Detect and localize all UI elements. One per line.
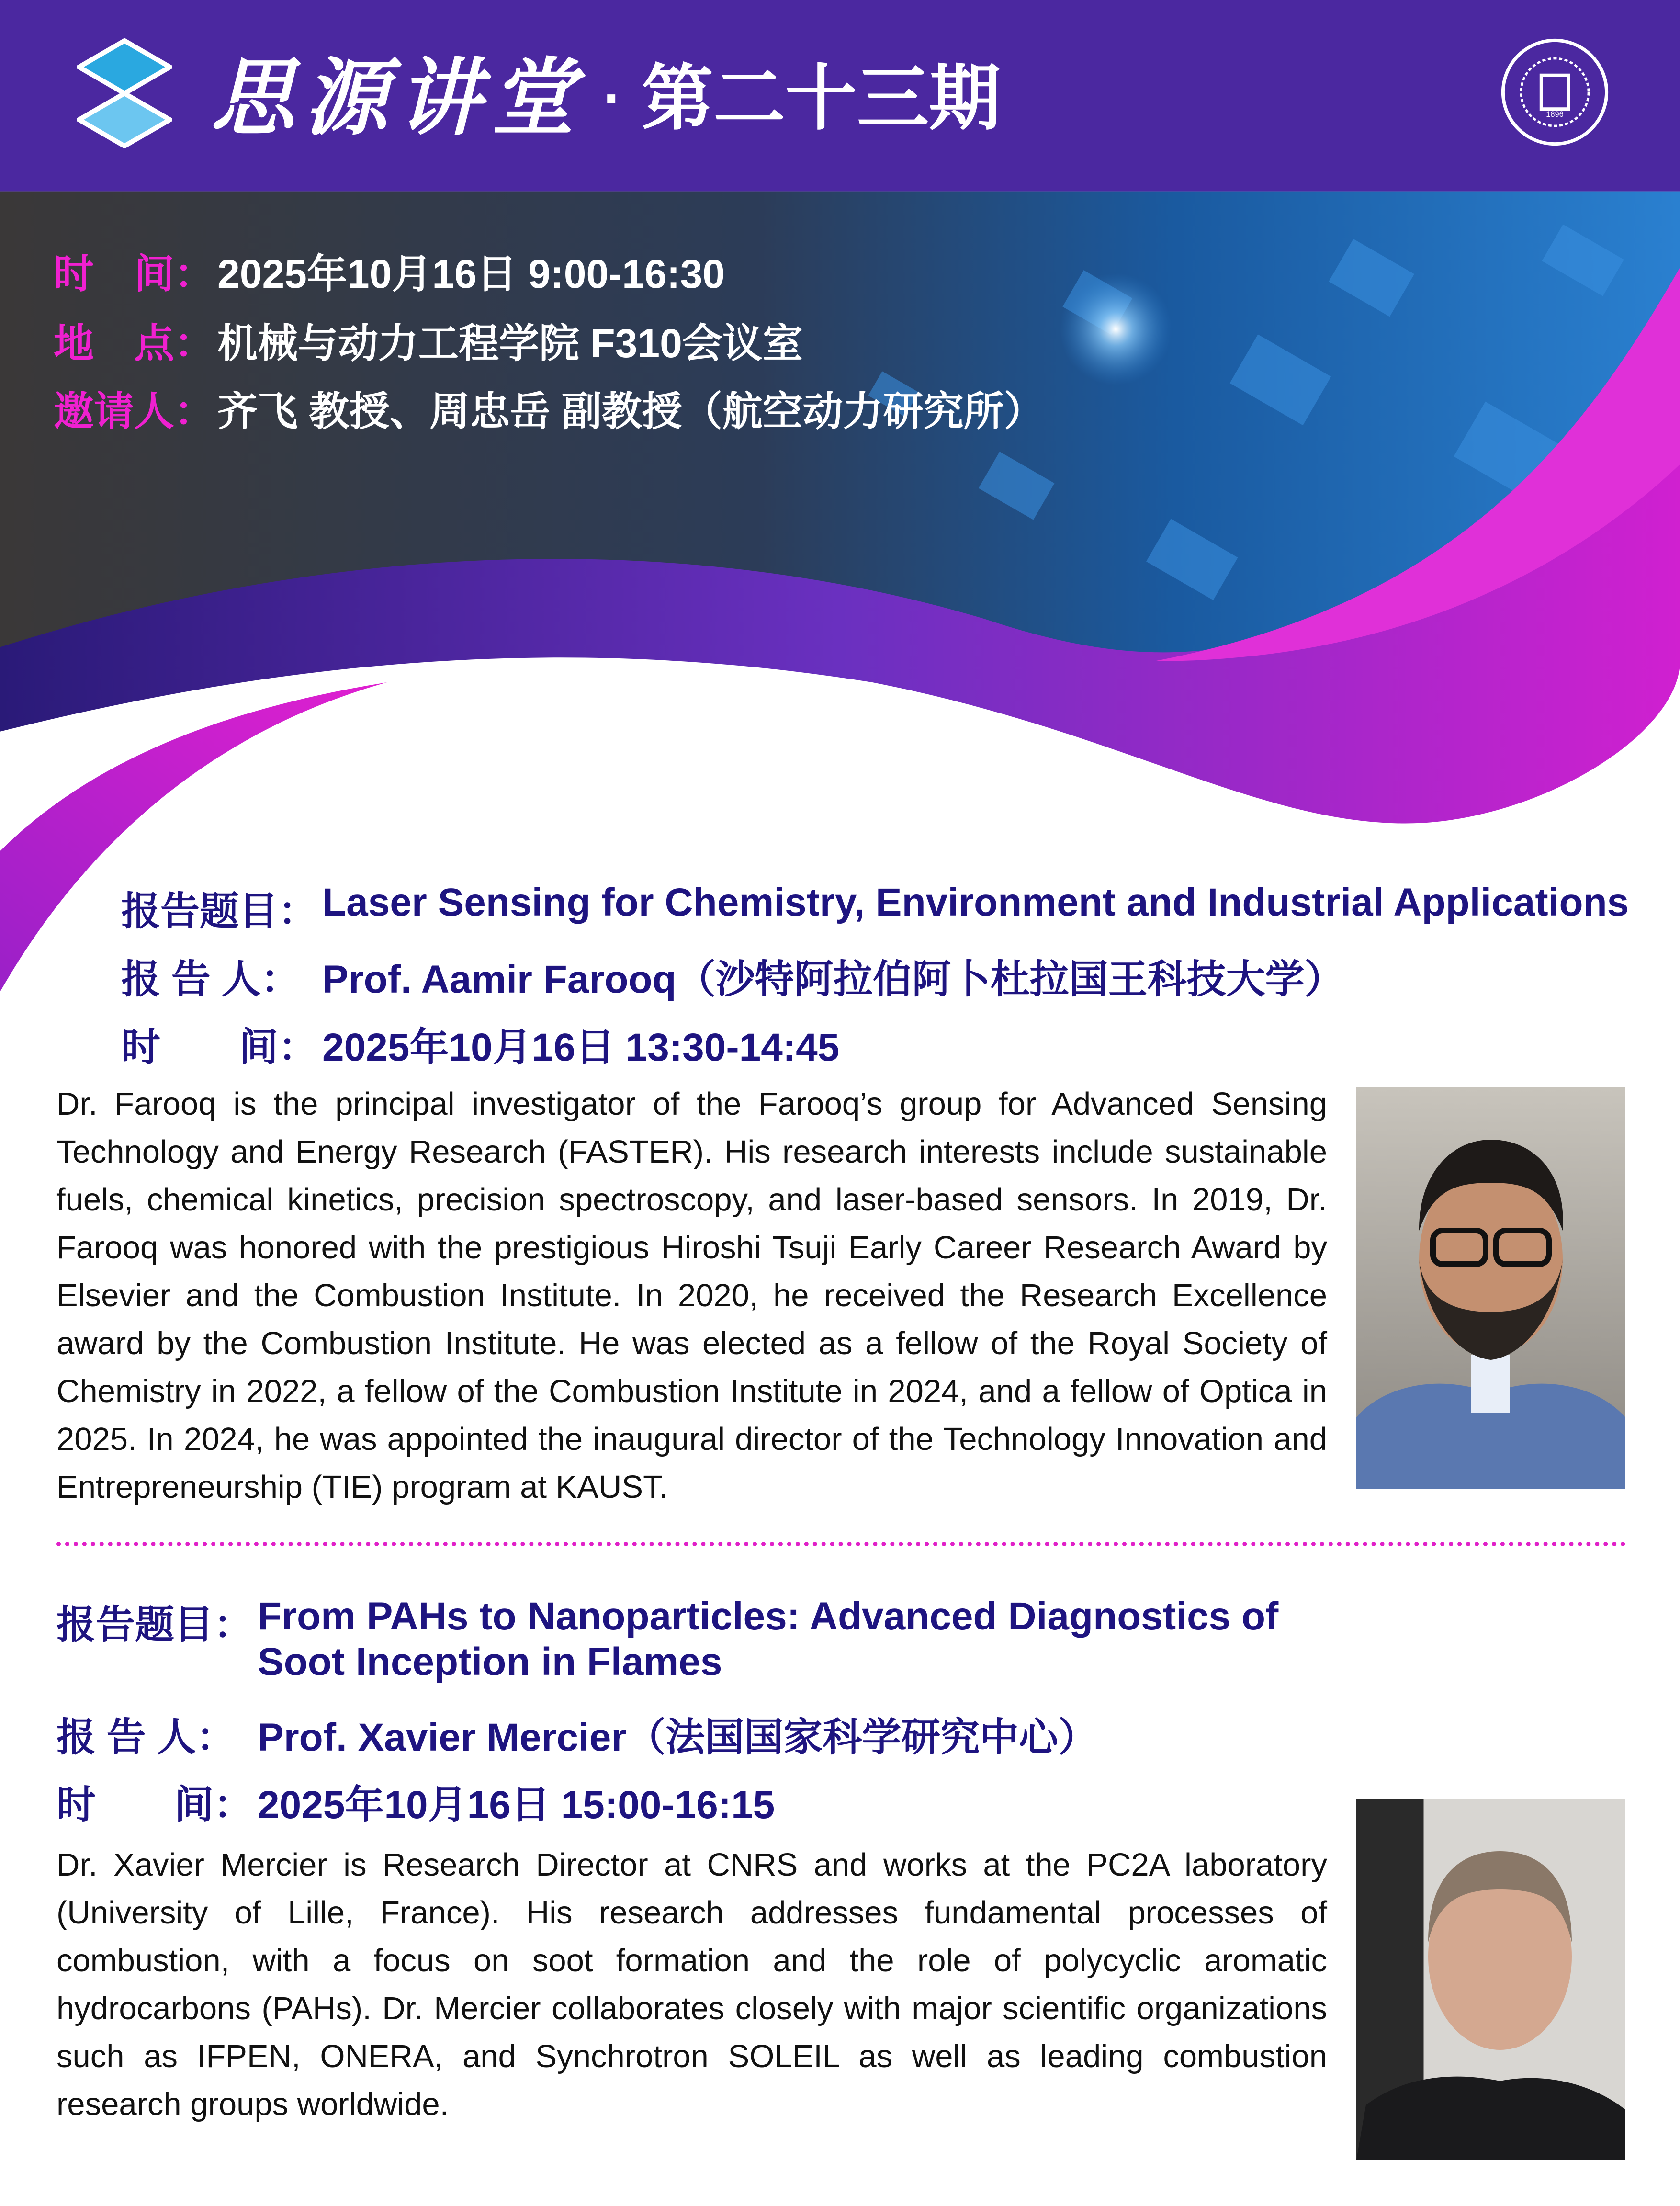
talk2-bio: Dr. Xavier Mercier is Research Director at CNRS and works at the PC2A laboratory (University of Lille, France). His research addresses fundamental processes of combustion, with a focus on soot formation and the role of polycyclic aromatic hydrocarbons (PAHs). Dr. Mercier collaborates closely with major scientific organizations such as IFPEN, ONERA, and Synchrotron SOLEIL as well as leading combustion research groups worldwide. (56, 1847, 1327, 2122)
event-time (54, 242, 725, 300)
event-location (54, 311, 803, 369)
talk1-title (121, 880, 1629, 936)
talk1-time-label: 时 间： (121, 1026, 318, 1069)
talk1-speaker-label: 报 告 人： (121, 958, 300, 1001)
event-location-value: 机械与动力工程学院 F310会议室 (217, 321, 803, 366)
event-time-value: 2025年10月16日 9:00-16:30 (217, 251, 725, 296)
talk2-title-value: From PAHs to Nanoparticles: Advanced Diagnostics of Soot Inception in Flames (258, 1595, 1279, 1684)
talk1-time-value: 2025年10月16日 13:30-14:45 (322, 1026, 840, 1069)
university-seal-logo (1499, 36, 1611, 148)
talk2-time (56, 1774, 775, 1830)
section-divider (56, 1542, 1626, 1546)
talk2-speaker-value: Prof. Xavier Mercier（法国国家科学研究中心） (258, 1716, 1098, 1759)
talk1-time (121, 1016, 839, 1072)
talk1-title-label: 报告题目： (121, 890, 318, 933)
speaker1-photo (1356, 1087, 1625, 1489)
title-separator: · (603, 66, 622, 130)
talk1-speaker (121, 948, 1344, 1004)
issue-number: 第二十三期 (641, 58, 1001, 138)
event-location-label: 地 点： (54, 321, 215, 366)
talk1-title-value: Laser Sensing for Chemistry, Environment and Industrial Applications (322, 881, 1629, 924)
series-title: 思源讲堂 (211, 49, 584, 147)
series-logo-icon (77, 38, 172, 148)
talk2-title-label: 报告题目： (56, 1603, 253, 1647)
talk1-bio: Dr. Farooq is the principal investigator of the Farooq’s group for Advanced Sensing Technology and Energy Research (FASTER). His research interests include sustainable fuels, chemical kinetics, precision spectroscopy, and laser-based sensors. In 2019, Dr. Farooq was honored with the prestigious Hiroshi Tsuji Early Career Research Award by Elsevier and the Combustion Institute. In 2020, he received the Research Excellence award by the Combustion Institute. He was elected as a fellow of the Royal Society of Chemistry in 2022, a fellow of the Combustion Institute in 2024, and a fellow of Optica in 2025. In 2024, he was appointed the inaugural director of the Technology Innovation and Entrepreneurship (TIE) program at KAUST. (56, 1086, 1327, 1505)
talk2-time-label: 时 间： (56, 1783, 253, 1827)
event-host-value: 齐飞 教授、周忠岳 副教授（航空动力研究所） (217, 389, 1044, 434)
svg-text:1896: 1896 (1546, 110, 1564, 119)
event-host (54, 379, 1044, 437)
talk2-speaker-label: 报 告 人： (56, 1716, 236, 1759)
event-time-label: 时 间： (54, 251, 215, 296)
speaker2-photo (1356, 1799, 1625, 2160)
talk2-title (56, 1594, 1330, 1685)
header-title-row (211, 45, 1001, 151)
event-host-label: 邀请人： (54, 389, 215, 434)
talk2-speaker (56, 1706, 1097, 1762)
talk1-speaker-value: Prof. Aamir Farooq（沙特阿拉伯阿卜杜拉国王科技大学） (322, 958, 1344, 1001)
talk2-time-value: 2025年10月16日 15:00-16:15 (258, 1783, 775, 1827)
